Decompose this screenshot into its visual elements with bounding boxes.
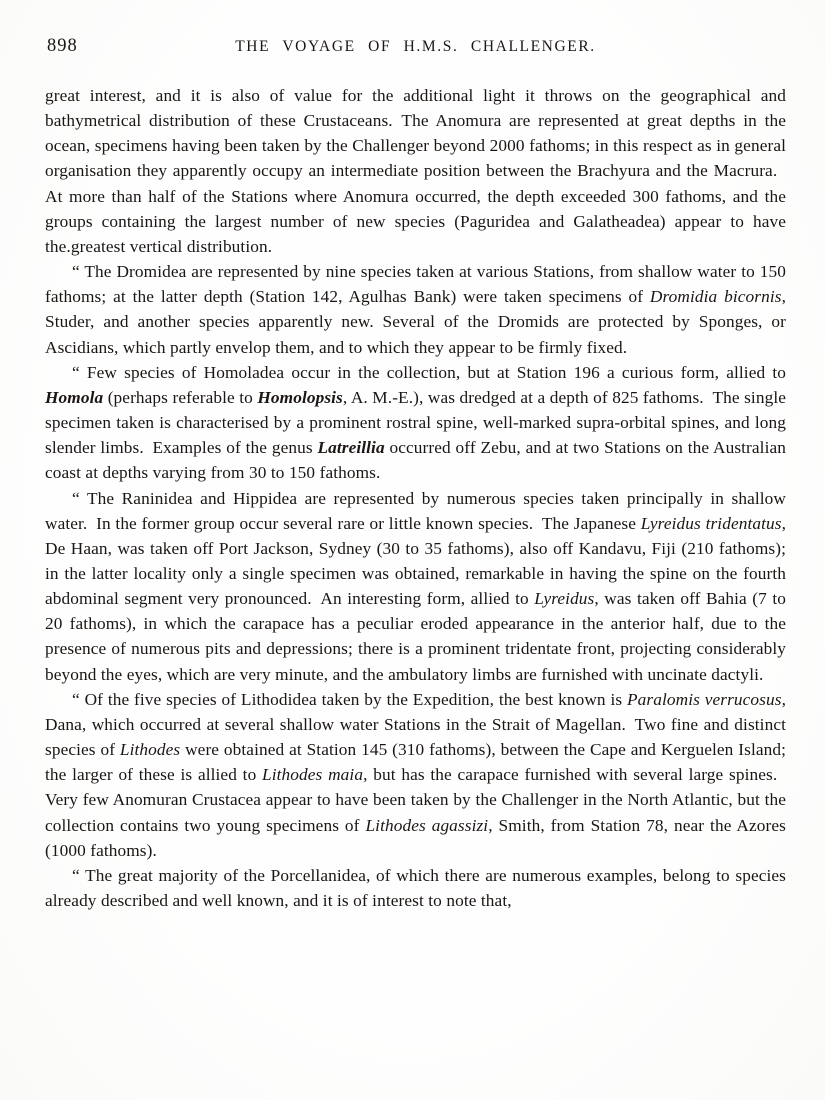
species-name-text: Latreillia — [317, 438, 385, 458]
text-run: great interest, and it is also of value for the additional light it throws on the geographical and bathymetrical distribution of these Crustaceans. The Anomura are represented at great depths in the ocean, specimens having been taken by the Challenger beyond 2000 fathoms; in this respect as in general organisation they apparently occupy an intermediate position between the Brachyura and the Macrura. At more than half of the Stations where Anomura occurred, the depth exceeded 300 fathoms, and the groups containing the largest number of new species (Paguridea and Galatheadea) appear to have the.greatest vertical distribution. — [45, 86, 786, 256]
paragraph — [45, 687, 786, 863]
species-name-text: Lyreidus — [534, 589, 595, 609]
text-run: , Dana, which occurred at several shallow water Stations in the Strait of Magellan. Two fine and distinct species of — [45, 689, 786, 760]
text-run: , A. M.-E.), was dredged at a depth of 825 fathoms. The single specimen taken is characterised by a prominent rostral spine, well-marked supra-orbital spines, and long slender limbs. Examples of the genus — [45, 387, 786, 458]
text-run: were obtained at Station 145 (310 fathoms), between the Cape and Kerguelen Island; the larger of these is allied to — [45, 740, 786, 785]
paragraph — [45, 486, 786, 687]
paragraph — [45, 360, 786, 486]
species-name-text: Lithodes maia — [262, 765, 364, 785]
text-run: , but has the carapace furnished with several large spines. Very few Anomuran Crustacea appear to have been taken by the Challenger in the North Atlantic, but the collection contains two young specimens of — [45, 765, 787, 835]
paragraph — [45, 83, 786, 259]
text-run: “ The Dromidea are represented by nine species taken at various Stations, from shallow water to 150 fathoms; at the latter depth (Station 142, Agulhas Bank) were taken specimens of — [45, 262, 786, 307]
text-run: , Smith, from Station 78, near the Azores (1000 fathoms). — [45, 815, 786, 860]
paragraph — [45, 259, 786, 360]
species-name-text: Lithodes agassizi — [365, 815, 489, 835]
text-run: occurred off Zebu, and at two Stations on the Australian coast at depths varying from 30 to 150 fathoms. — [45, 438, 786, 483]
text-run: “ The great majority of the Porcellanidea, of which there are numerous examples, belong to species already described and well known, and it is of interest to note that, — [45, 865, 786, 910]
species-name-text: Paralomis verrucosus — [627, 689, 782, 709]
text-run: (perhaps referable to — [103, 387, 258, 407]
running-title: THE VOYAGE OF H.M.S. CHALLENGER. — [235, 38, 596, 55]
species-name-text: Homola — [45, 387, 104, 407]
paragraph — [45, 863, 786, 913]
page-body — [45, 83, 786, 913]
text-run: “ The Raninidea and Hippidea are represented by numerous species taken principally in shallow water. In the former group occur several rare or little known species. The Japanese — [45, 488, 786, 533]
page-number: 898 — [47, 36, 78, 56]
species-name-text: Lyreidus tridentatus — [640, 513, 782, 533]
page-header — [45, 36, 786, 60]
text-run: , was taken off Bahia (7 to 20 fathoms), in which the carapace has a peculiar eroded appearance in the anterior half, due to the presence of numerous pits and depressions; there is a prominent tridentate front, projecting considerably beyond the eyes, which are very minute, and the ambulatory limbs are furnished with uncinate dactyli. — [45, 589, 786, 684]
text-run: “ Of the five species of Lithodidea taken by the Expedition, the best known is — [72, 689, 628, 709]
text-run: “ Few species of Homoladea occur in the collection, but at Station 196 a curious form, allied to — [72, 362, 786, 382]
text-run: , De Haan, was taken off Port Jackson, Sydney (30 to 35 fathoms), also off Kandavu, Fiji (210 fathoms); in the latter locality only a single specimen was obtained, remarkable in having the spine on the fourth abdominal segment very pronounced. An interesting form, allied to — [45, 513, 786, 609]
species-name-text: Dromidia bicornis — [649, 287, 782, 307]
text-run: , Studer, and another species apparently new. Several of the Dromids are protected by Sponges, or Ascidians, which partly envelop them, and to which they appear to be firmly fixed. — [45, 287, 786, 357]
species-name-text: Lithodes — [119, 740, 181, 760]
species-name-text: Homolopsis — [257, 387, 343, 407]
